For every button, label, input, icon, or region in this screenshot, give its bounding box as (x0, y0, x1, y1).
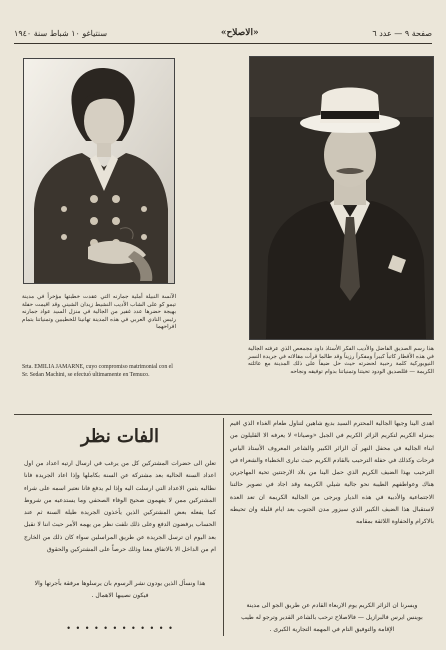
article-left-body: تعلن الى حضرات المشتركين كل من يرغب في ارسال ارتيه اعداد من اول اعداد السنة الحالية بعد مشتركة عن السنة بكاملها وإذا اعاد الجريدة فانا نطالبه بثمن الاعداد التي ارسلت اليه وإذا لم يدفع فانا نعتبر اسمه على شراء المشتركين ممن لا يفهمون صحيح الوفاء الصحفي وما يستدعيه من شروط كما يفعله بعض المشتركين الذين يأخذون الجريدة طيلة السنة ثم عند الحساب يرفضون الدفع وعلى ذلك نلفت نظر من يهمه الأمر حيث اننا لا نقبل بعد اليوم ان ترسل الجريدة عن طريق المراسلين سواء كان ذلك من الخارج ام من الداخل الا بالاتفاق معنا وذلك حرصاً على المشتركين والحقوق (24, 460, 216, 554)
article-right-footer-line-2: بوينس ايرس فالبرازيل — فالاصلاح ترحب بالشاعر القدير وترجو له طيب (241, 614, 423, 621)
header-masthead: «الاصلاح» (220, 28, 259, 38)
article-left-footer-line-1: هذا ونسأل الذين يودون نشر الرسوم بان يرسلوها مرفقة بأجرتها والا (34, 580, 206, 587)
header-page-number: صفحة ٩ — عدد ٦ (372, 28, 432, 38)
article-right-footer (230, 600, 434, 636)
article-right-footer-line-3: الإقامة والتوفيق التام في المهمة التجارية الكبرى . (269, 626, 395, 633)
woman-photo (23, 58, 175, 284)
man-photo (249, 56, 434, 340)
woman-caption-spanish: Srta. EMILIA JAMARNE, cuyo compromiso matrimonial con el Sr. Sedan Machini, se efectuó ultimamente en Temuco. (22, 364, 173, 378)
page-header (14, 26, 432, 40)
article-left-footer (24, 578, 216, 602)
header-rule (14, 43, 432, 44)
section-divider (14, 414, 432, 415)
article-right-body: اهدى الينا وجيها الجالية المحترم السيد بديع شاهين لتناول طعام الغداء الذي اقيم بمنزله الكريم لتكريم الزائر الكريم في الجبل «وصيانا» لا يعرفه الا القليلون من ابناء الجالية في محفل النهر آن الزائر الكبير والشاعر المعروف الأستاذ الياس فرحات وكذلك في حفلة الترحيب بالقادم الكريم حيث تبارى الخطباء والشعراء في الترحيب بهذا الضيف الكريم الذي حمل الينا من بلاد الارجنتين تحية المهاجرين هناك وعواطفهم الطيبة نحو جالية شيلي الكريمة وقد اجاد في تصوير حالتنا الاجتماعية والأدبية في هذه الديار ويرجى من الجالية الكريمة ان تعد العدة لاستقبال هذا الضيف الكبير الذي سيزور مدن الجنوب بعد ايام قليلة وان تحيطه بالاكرام والحفاوة اللائقة بمقامه (230, 420, 434, 526)
man-caption: هذا رسم الصديق الفاضل والأديب الفكر الأستاذ داود مجمعص الذي عرفته الجالية في هذه الأقطار كاتباً كبيراً ومفكراً رزيناً وقد طالما قرأت مقالاته في جريدة النسر النيويوركية كلمة رحبية لحضرته حيث حل ضيفاً على ذلك المدينة مع عائلته الكريمة — فللصديق الودود تحيتنا وتمنياتنا بدوام توفيقه ونجاحه (248, 346, 434, 375)
woman-caption-arabic: الآنسة النبيلة أملية جمارنه التي عقدت خطبتها مؤخراً في مدينة تيمو كو على الشاب الأديب النشيط زيدان الشيني وقد اقيمت حفلة بهيجة حضرها عدد غفير من الجالية في منزل السيد عواد جمارنه رئيس النادي العربي في هذه المدينة تهانينا للخطيبين وتمنياتنا بتمام افراحهما (22, 294, 176, 331)
header-date: سنتياغو ١٠ شباط سنة ١٩٤٠ (14, 28, 108, 38)
ornament-dots: • • • • • • • • • • • • (66, 624, 174, 633)
column-divider (223, 418, 224, 636)
article-left-title: الفات نظر (81, 426, 159, 447)
article-left-footer-line-2: فيكون نصيبها الاهمال . (91, 592, 149, 599)
article-right-footer-line-1: ويسرنا ان الزائر الكريم يوم الاربعاء القادم عن طريق الجو الى مدينة (246, 602, 418, 609)
